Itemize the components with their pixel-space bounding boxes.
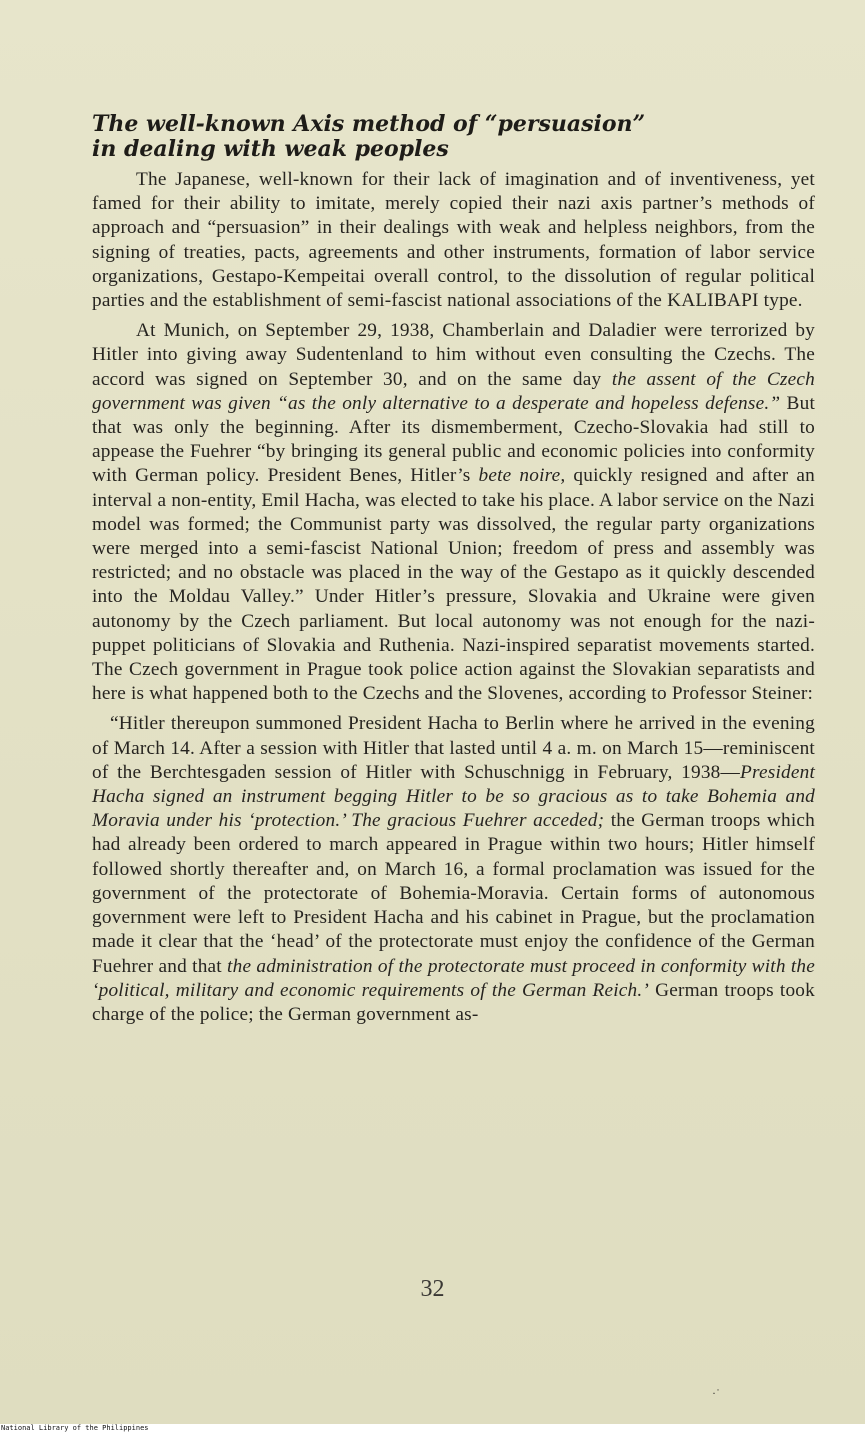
paragraph-3-text-3: German troops took charge of the police; the German government as- xyxy=(92,979,815,1025)
paragraph-3-quote xyxy=(92,712,815,1027)
paragraph-3-italic-1: President Hacha signed an instrument begging Hitler to be so gracious as to take Bohemia and Moravia under his ‘protection.’ The gracious Fuehrer acceded; xyxy=(92,761,815,832)
page-content xyxy=(92,112,815,1033)
paragraph-3-text-1: “Hitler thereupon summoned President Hacha to Berlin where he arrived in the evening of March 14. After a session with Hitler that lasted until 4 a. m. on March 15—reminiscent of the Berchtesgaden session of Hitler with Schuschnigg in February, 1938— xyxy=(92,713,815,783)
heading-line-2: in dealing with weak peoples xyxy=(92,136,449,162)
paragraph-2-text-2: But that was only the beginning. After its dismemberment, Czecho-Slovakia had still to appease the Fuehrer “by bringing its general public and economic policies into conformity with German policy. President Benes, Hitler’s xyxy=(92,392,815,487)
heading-line-1: The well-known Axis method of “persuasion” xyxy=(92,111,646,137)
paragraph-2-italic-1: the assent of the Czech government was given “as the only alternative to a desperate and hopeless defense.” xyxy=(92,368,815,414)
scan-speck-mark: ·˙ xyxy=(712,1386,720,1400)
footer-credit: National Library of the Philippines xyxy=(1,1424,149,1432)
page-number: 32 xyxy=(420,1276,445,1302)
paragraph-3-text-2: the German troops which had already been ordered to march appeared in Prague within two hours; Hitler himself followed shortly thereafter and, on March 16, a formal proclamation was issued for the government of the protectorate of Bohemia-Moravia. Certain forms of autonomous government were left to President Hacha and his cabinet in Prague, but the proclamation made it clear that the ‘head’ of the protectorate must enjoy the confidence of the German Fuehrer and that xyxy=(92,810,815,977)
section-heading xyxy=(92,112,815,162)
paragraph-2-text-1: At Munich, on September 29, 1938, Chamberlain and Daladier were terrorized by Hitler into giving away Sudentenland to him without even consulting the Czechs. The accord was signed on September 30, and on the same day xyxy=(92,320,815,390)
paragraph-2-text-3: quickly resigned and after an interval a non-entity, Emil Hacha, was elected to take his place. A labor service on the Nazi model was formed; the Communist party was dissolved, the regular party organizations were merged into a semi-fascist National Union; freedom of press and assembly was restricted; and no obstacle was placed in the way of the Gestapo as it quickly descended into the Moldau Valley.” Under Hitler’s pressure, Slovakia and Ukraine were given autonomy by the Czech parliament. But local autonomy was not enough for the nazi-puppet politicians of Slovakia and Ruthenia. Nazi-inspired separatist movements started. The Czech government in Prague took police action against the Slovakian separatists and here is what happened both to the Czechs and the Slovenes, according to Professor Steiner: xyxy=(92,465,815,705)
paragraph-3-italic-2: the administration of the protectorate must proceed in conformity with the ‘political, military and economic requirements of the German Reich.’ xyxy=(92,955,815,1001)
paragraph-2-italic-2: bete noire, xyxy=(478,465,566,487)
paragraph-1: The Japanese, well-known for their lack of imagination and of inventiveness, yet famed for their ability to imitate, merely copied their nazi axis partner’s methods of approach and “persuasion” in their dealings with weak and helpless neighbors, from the signing of treaties, pacts, agreements and other instruments, formation of labor service organizations, Gestapo-Kempeitai overall control, to the dissolution of regular political parties and the establishment of semi-fascist national associations of the KALIBAPI type. xyxy=(92,169,815,312)
paragraph-2 xyxy=(92,319,815,706)
